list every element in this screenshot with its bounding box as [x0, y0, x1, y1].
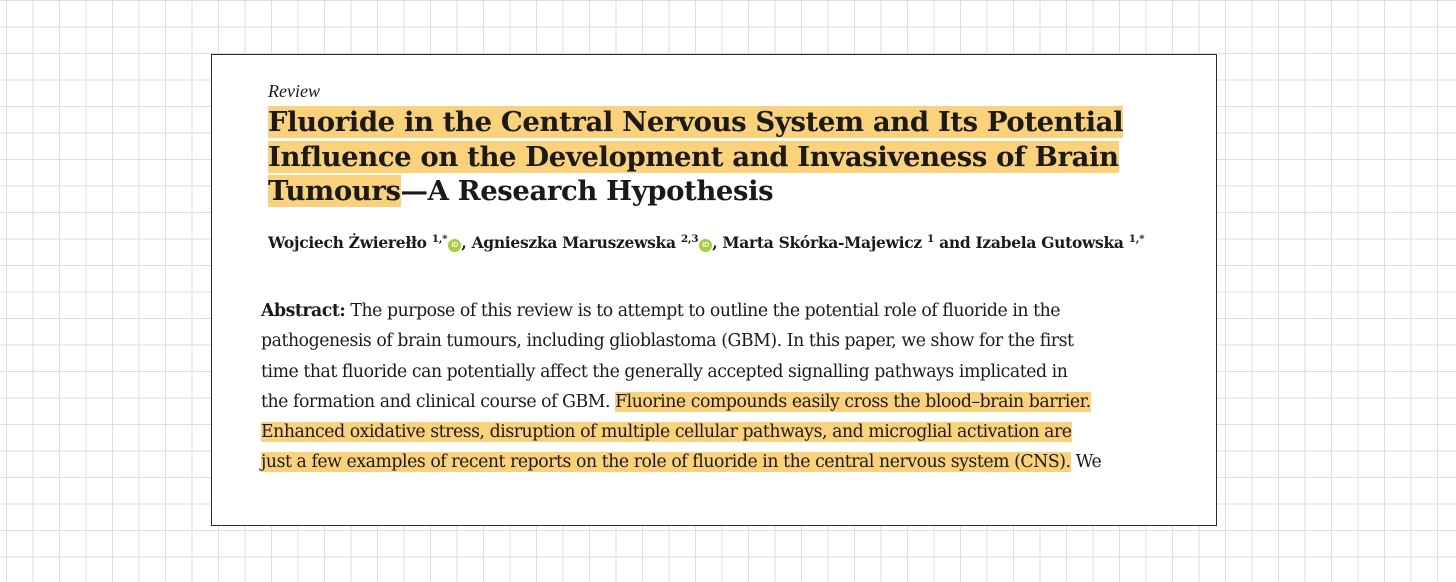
paper-title	[268, 105, 1188, 209]
author-affiliation: 1,*	[431, 233, 448, 245]
title-line-3-rest: —A Research Hypothesis	[400, 175, 774, 207]
abstract-text: The purpose of this review is to attempt to outline the potential role of fluoride in the	[345, 301, 1061, 321]
author-separator: ,	[712, 233, 723, 252]
title-line-2: Influence on the Development and Invasiveness of Brain	[268, 140, 1119, 173]
abstract-text: pathogenesis of brain tumours, including glioblastoma (GBM). In this paper, we show for the first	[261, 331, 1074, 352]
abstract-label: Abstract:	[261, 301, 346, 321]
author-affiliation: 2,3	[680, 233, 699, 245]
author-name[interactable]: Izabela Gutowska	[975, 233, 1124, 252]
orcid-icon[interactable]: iD	[699, 239, 712, 252]
author-name[interactable]: Agnieszka Maruszewska	[471, 233, 676, 252]
article-type-label: Review	[268, 81, 320, 101]
author-separator: ,	[461, 233, 472, 252]
title-line-3-highlighted: Tumours	[268, 175, 401, 207]
author-affiliation: 1,*	[1128, 233, 1145, 245]
orcid-icon[interactable]: iD	[448, 239, 461, 252]
abstract-text: the formation and clinical course of GBM.	[261, 391, 616, 412]
author-name[interactable]: Marta Skórka-Majewicz	[722, 233, 922, 252]
abstract-highlight: just a few examples of recent reports on the role of fluoride in the central nervous system (CNS).	[261, 452, 1071, 473]
title-line-1: Fluoride in the Central Nervous System and Its Potential	[268, 106, 1124, 138]
paper-page	[211, 54, 1217, 526]
author-affiliation: 1	[927, 233, 935, 245]
abstract-text: time that fluoride can potentially affect the generally accepted signalling pathways implicated in	[261, 361, 1068, 382]
abstract-highlight: Fluorine compounds easily cross the blood–brain barrier.	[615, 391, 1091, 412]
author-separator: and	[934, 233, 976, 252]
abstract-text: We	[1070, 452, 1102, 473]
abstract-highlight: Enhanced oxidative stress, disruption of multiple cellular pathways, and microglial activation are	[261, 422, 1072, 443]
abstract	[261, 296, 1191, 478]
author-name[interactable]: Wojciech Żwierełło	[268, 233, 427, 252]
author-list	[268, 233, 1144, 252]
